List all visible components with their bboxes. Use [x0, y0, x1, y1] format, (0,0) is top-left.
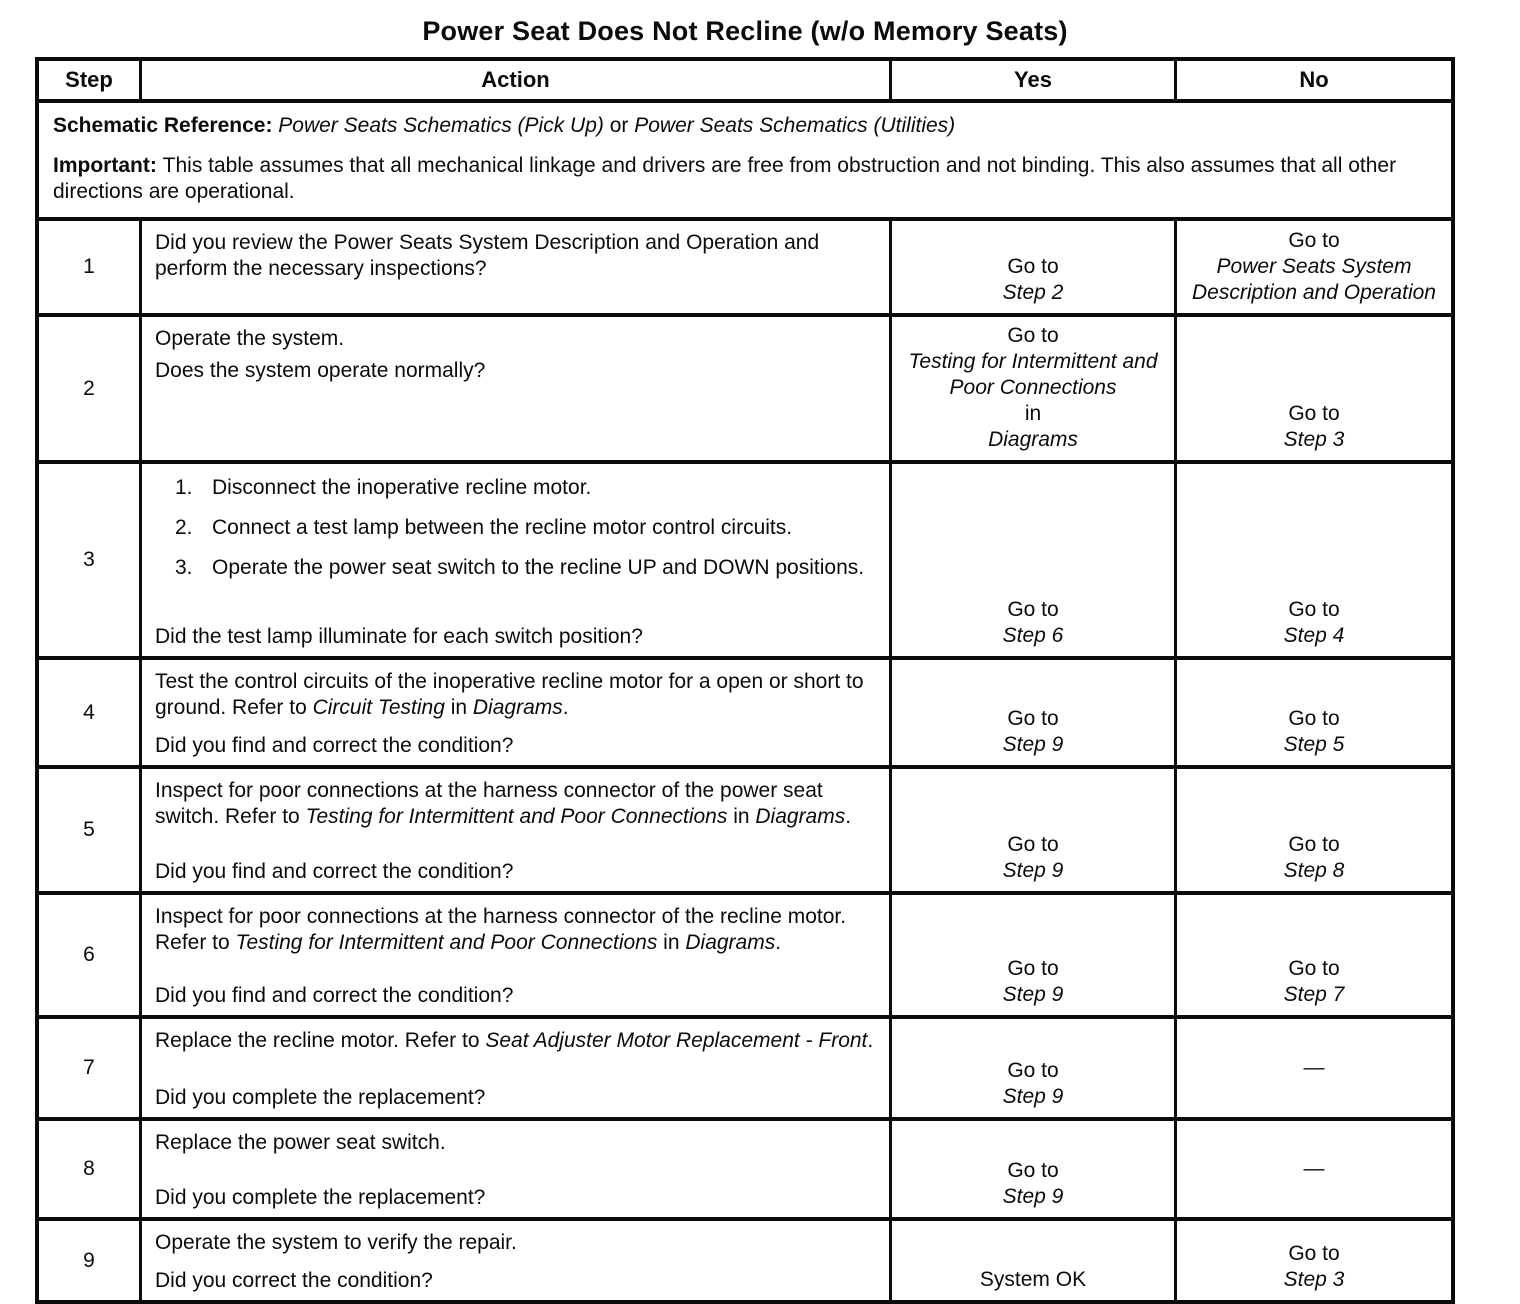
column-header-step: Step	[65, 67, 113, 92]
action-cell	[139, 895, 889, 1015]
table-header-row	[39, 61, 1451, 99]
no-cell: Go to Power Seats System Description and Operation	[1174, 221, 1451, 313]
step-number: 8	[83, 1157, 95, 1180]
yes-cell: Go to Step 9	[889, 895, 1174, 1015]
action-list-item: 1. Disconnect the inoperative recline motor.	[175, 476, 592, 499]
action-question: Did the test lamp illuminate for each switch position?	[155, 625, 643, 648]
no-cell: —	[1174, 1019, 1451, 1117]
step-number: 6	[83, 943, 95, 966]
table-row-9	[39, 1217, 1451, 1300]
column-header-action: Action	[139, 61, 889, 99]
action-paragraph: Replace the power seat switch.	[155, 1131, 446, 1154]
notes-cell	[39, 103, 1451, 217]
step-number: 4	[83, 700, 95, 724]
page-title: Power Seat Does Not Recline (w/o Memory Seats)	[422, 16, 1068, 46]
no-cell: Go to Step 8	[1174, 769, 1451, 891]
table-row-2	[39, 313, 1451, 460]
action-list-item: 3. Operate the power seat switch to the recline UP and DOWN positions.	[175, 556, 865, 579]
table-row-7	[39, 1015, 1451, 1117]
column-header-no: No	[1174, 61, 1451, 99]
action-question: Did you find and correct the condition?	[155, 734, 514, 757]
no-cell: —	[1174, 1121, 1451, 1217]
yes-cell: Go to Step 6	[889, 464, 1174, 656]
document-page	[35, 0, 1455, 1304]
column-header-yes: Yes	[889, 61, 1174, 99]
yes-cell: Go to Step 9	[889, 660, 1174, 765]
action-paragraph: Replace the recline motor. Refer to Seat Adjuster Motor Replacement - Front.	[155, 1029, 874, 1052]
action-cell	[139, 1121, 889, 1217]
action-paragraph: Operate the system.	[155, 327, 345, 350]
action-cell	[139, 317, 889, 460]
action-paragraph: Does the system operate normally?	[155, 359, 486, 382]
notes-row	[39, 99, 1451, 217]
important-note: Important: This table assumes that all mechanical linkage and drivers are free from obstruction and not binding. This also assumes that all other directions are operational.	[53, 154, 1397, 203]
step-number: 2	[83, 376, 95, 400]
action-question: Did you complete the replacement?	[155, 1186, 486, 1209]
no-cell: Go to Step 7	[1174, 895, 1451, 1015]
yes-cell: Go to Step 9	[889, 1121, 1174, 1217]
table-row-8	[39, 1117, 1451, 1217]
action-cell	[139, 221, 889, 313]
list-number: 1.	[175, 476, 193, 499]
diagnostic-table	[35, 57, 1455, 1304]
action-cell	[139, 1221, 889, 1300]
no-cell: Go to Step 5	[1174, 660, 1451, 765]
step-number: 1	[83, 255, 95, 278]
action-cell	[139, 464, 889, 656]
yes-cell: System OK	[889, 1221, 1174, 1300]
no-cell: Go to Step 3	[1174, 317, 1451, 460]
action-paragraph: Inspect for poor connections at the harness connector of the recline motor. Refer to Testing for Intermittent and Poor Connections in Diagrams.	[155, 905, 847, 954]
table-row-4	[39, 656, 1451, 765]
action-list-item: 2. Connect a test lamp between the recline motor control circuits.	[175, 516, 793, 539]
no-cell: Go to Step 4	[1174, 464, 1451, 656]
action-cell	[139, 769, 889, 891]
step-number: 7	[83, 1056, 95, 1079]
list-number: 3.	[175, 556, 193, 579]
table-row-6	[39, 891, 1451, 1015]
action-paragraph: Inspect for poor connections at the harness connector of the power seat switch. Refer to Testing for Intermittent and Poor Connections in Diagrams.	[155, 779, 852, 828]
action-paragraph: Test the control circuits of the inoperative recline motor for a open or short to ground. Refer to Circuit Testing in Diagrams.	[155, 670, 864, 719]
schematic-reference: Schematic Reference: Power Seats Schematics (Pick Up) or Power Seats Schematics (Utilities)	[53, 114, 956, 137]
yes-cell: Go to Step 9	[889, 1019, 1174, 1117]
list-number: 2.	[175, 516, 193, 539]
table-row-1	[39, 217, 1451, 313]
table-row-5	[39, 765, 1451, 891]
action-question: Did you complete the replacement?	[155, 1086, 486, 1109]
action-paragraph: Did you review the Power Seats System Description and Operation and perform the necessary inspections?	[155, 231, 820, 280]
action-question: Did you correct the condition?	[155, 1269, 433, 1292]
yes-cell: Go to Testing for Intermittent and Poor Connections in Diagrams	[889, 317, 1174, 460]
step-number: 5	[83, 818, 95, 841]
yes-cell: Go to Step 9	[889, 769, 1174, 891]
table-row-3	[39, 460, 1451, 656]
yes-cell: Go to Step 2	[889, 221, 1174, 313]
step-number: 3	[83, 548, 95, 571]
no-cell: Go to Step 3	[1174, 1221, 1451, 1300]
action-cell	[139, 660, 889, 765]
action-cell	[139, 1019, 889, 1117]
step-number: 9	[83, 1248, 95, 1272]
action-paragraph: Operate the system to verify the repair.	[155, 1231, 517, 1254]
action-question: Did you find and correct the condition?	[155, 860, 514, 883]
action-question: Did you find and correct the condition?	[155, 984, 514, 1007]
